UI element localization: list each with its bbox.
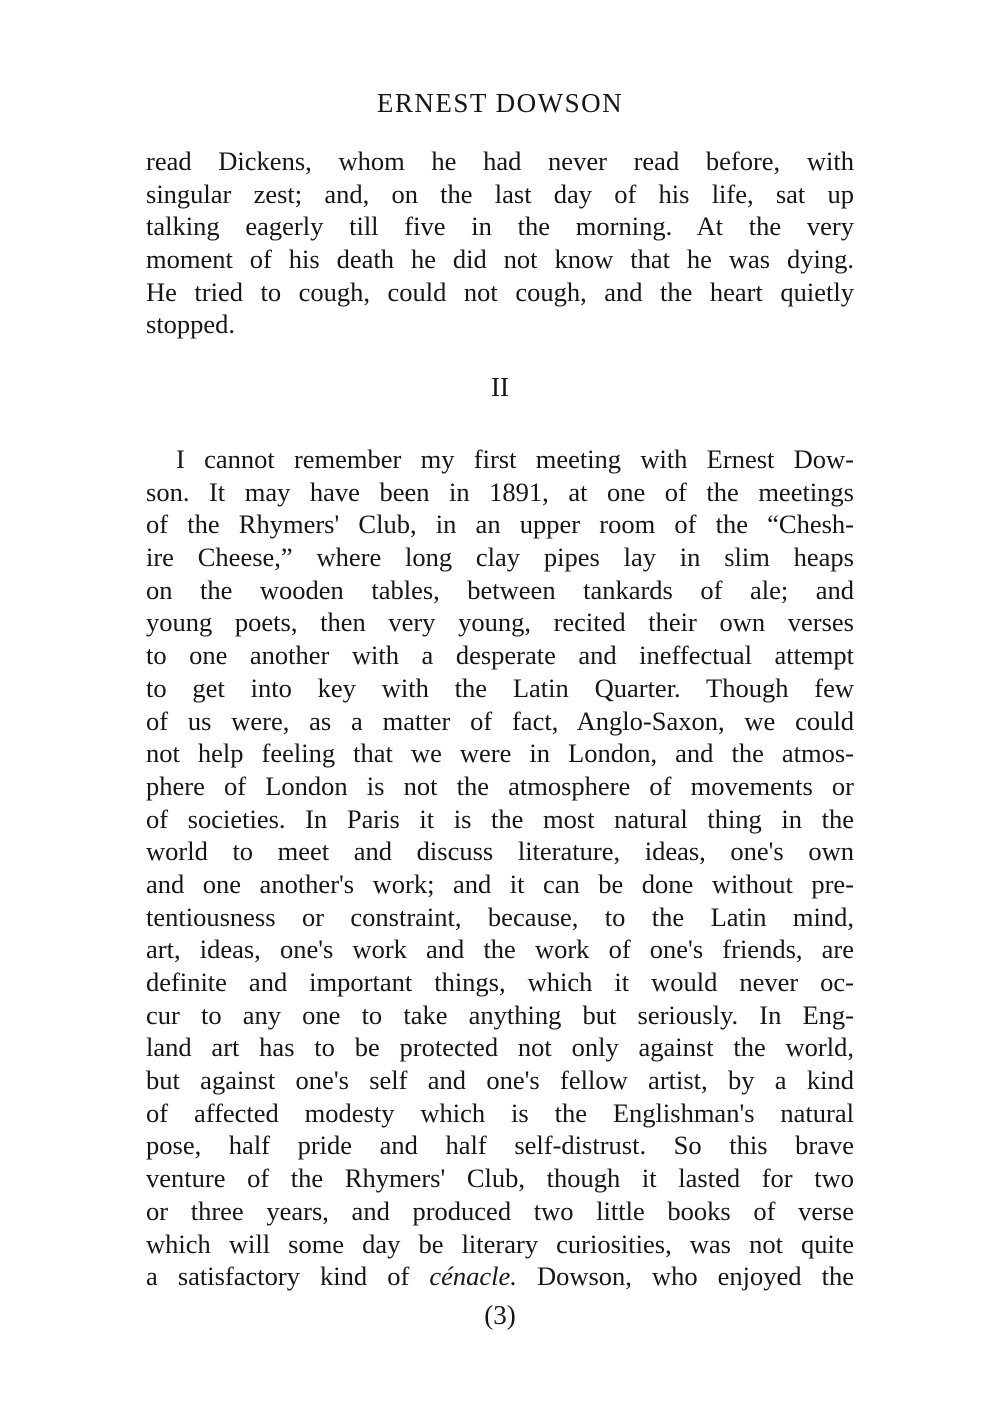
text-line: to one another with a desperate and ineffectual attempt (146, 640, 854, 671)
text-line: or three years, and produced two little books of verse (146, 1195, 854, 1226)
text-line: of affected modesty which is the Englishman's natural (146, 1097, 854, 1128)
text-line: to get into key with the Latin Quarter. Though few (146, 672, 854, 703)
paragraph-section-two (146, 443, 854, 1293)
text-line: moment of his death he did not know that he was dying. (146, 244, 854, 275)
text-line: art, ideas, one's work and the work of one's friends, are (146, 934, 854, 965)
paragraph-continued (146, 145, 854, 341)
text-line: which will some day be literary curiosities, was not quite (146, 1228, 854, 1259)
text-line: He tried to cough, could not cough, and the heart quietly (146, 276, 854, 307)
text-line: definite and important things, which it would never oc- (146, 967, 854, 997)
text-line: stopped. (146, 309, 236, 340)
text-line: son. It may have been in 1891, at one of the meetings (146, 476, 854, 507)
text-line: cur to any one to take anything but seriously. In Eng- (146, 999, 854, 1030)
text-line: young poets, then very young, recited their own verses (146, 607, 854, 638)
text-line: read Dickens, whom he had never read before, with (146, 146, 854, 176)
text-line: pose, half pride and half self-distrust. So this brave (146, 1130, 854, 1161)
text-line: world to meet and discuss literature, ideas, one's own (146, 836, 854, 867)
text-line: tentiousness or constraint, because, to the Latin mind, (146, 901, 854, 932)
running-head: ERNEST DOWSON (376, 88, 624, 118)
text-line: but against one's self and one's fellow artist, by a kind (146, 1065, 854, 1096)
text-line: not help feeling that we were in London, and the atmos- (146, 738, 854, 769)
text-line: on the wooden tables, between tankards of ale; and (146, 574, 854, 605)
text-line: and one another's work; and it can be done without pre- (146, 868, 854, 899)
text-line: of the Rhymers' Club, in an upper room of the “Chesh- (146, 509, 854, 540)
text-line: singular zest; and, on the last day of his life, sat up (146, 178, 854, 209)
text-line: talking eagerly till five in the morning. At the very (146, 211, 854, 242)
text-line: phere of London is not the atmosphere of movements or (146, 770, 854, 801)
text-line: of us were, as a matter of fact, Anglo-Saxon, we could (146, 705, 854, 736)
page-number: (3) (484, 1300, 516, 1330)
section-numeral: II (491, 372, 509, 402)
text-line: venture of the Rhymers' Club, though it lasted for two (146, 1163, 854, 1194)
text-line: I cannot remember my first meeting with Ernest Dow- (176, 444, 854, 474)
text-fragment: Dowson, who enjoyed the (516, 1261, 854, 1292)
text-line-final (146, 1260, 854, 1293)
text-line: ire Cheese,” where long clay pipes lay in slim heaps (146, 542, 854, 573)
text-fragment: a satisfactory kind of (146, 1261, 430, 1292)
italic-word: cénacle. (429, 1261, 517, 1292)
text-line: land art has to be protected not only against the world, (146, 1032, 854, 1063)
text-line: of societies. In Paris it is the most natural thing in the (146, 803, 854, 834)
